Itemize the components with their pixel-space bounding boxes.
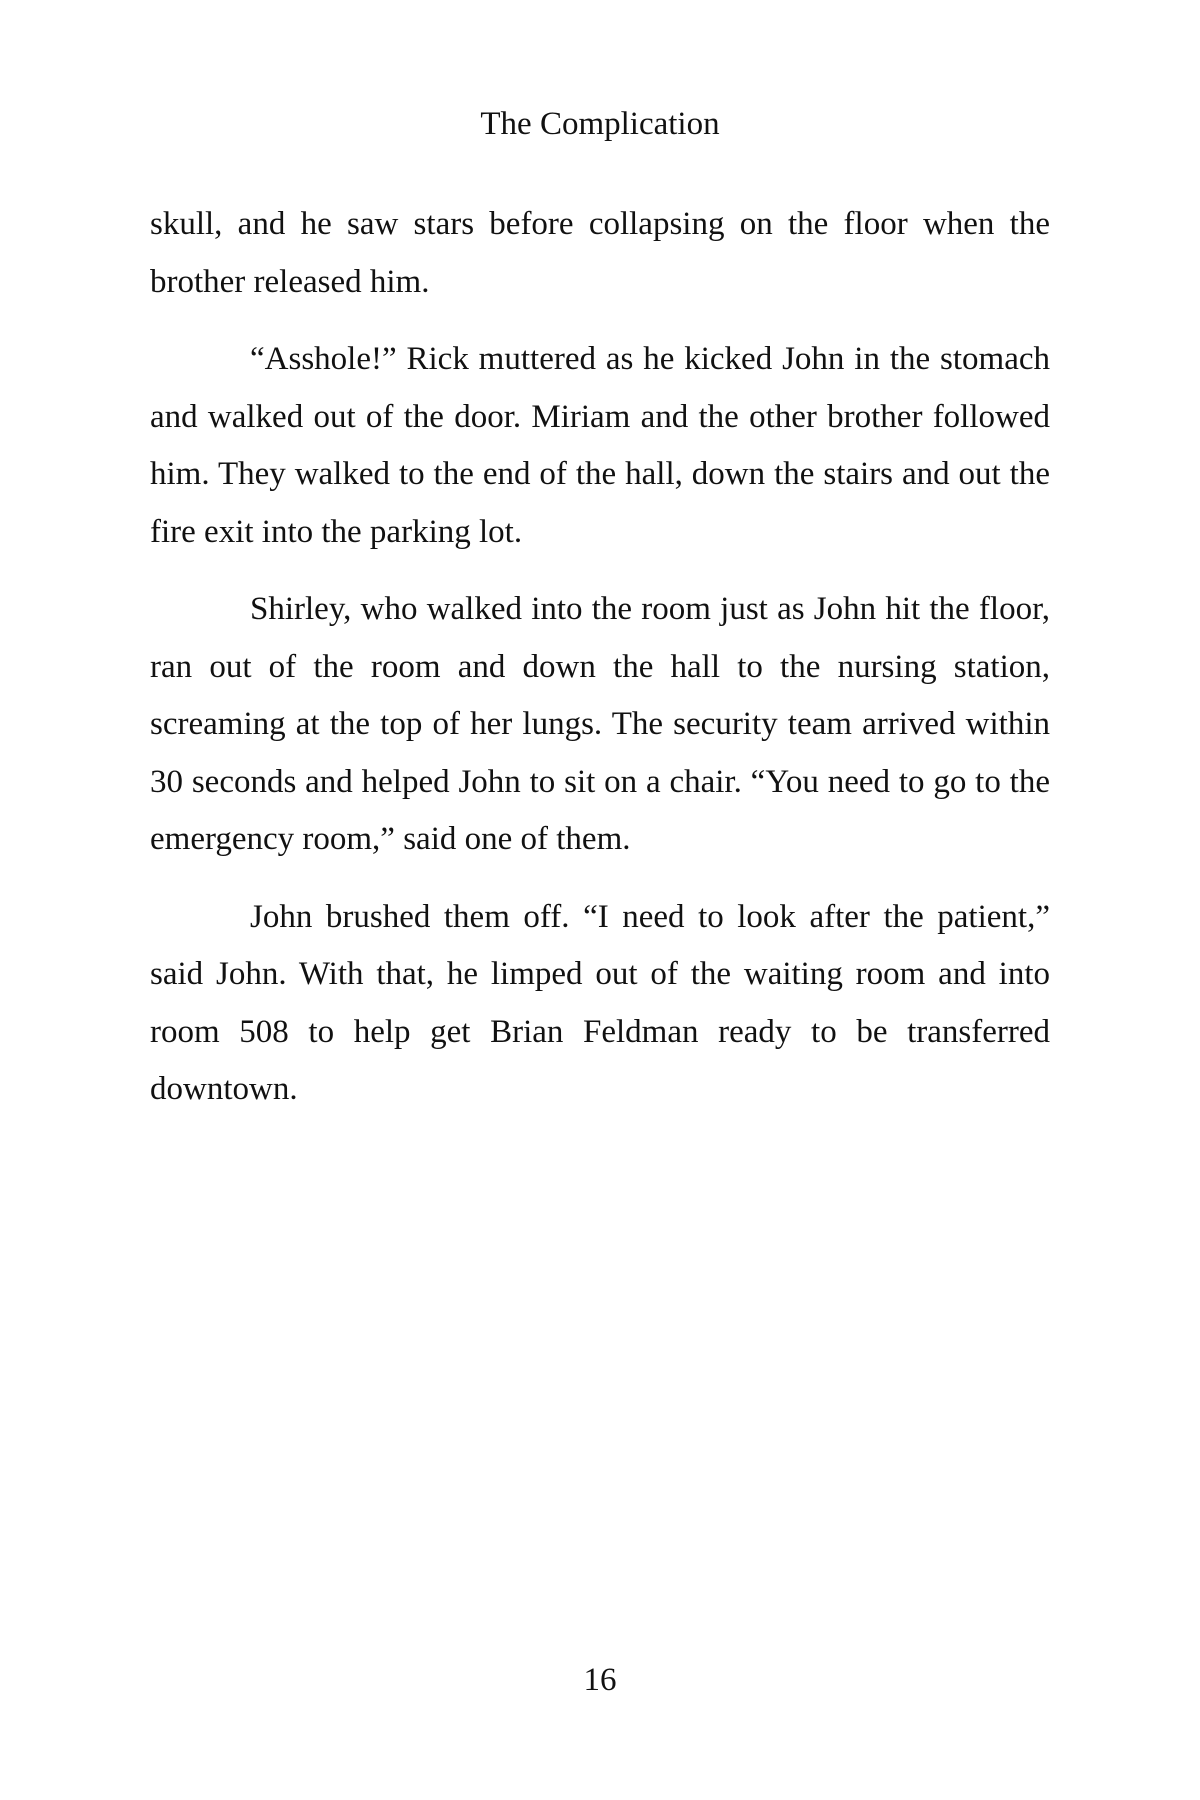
- page-number: 16: [583, 1662, 617, 1698]
- paragraph: Shirley, who walked into the room just as John hit the floor, ran out of the room and down the hall to the nursing station, screaming at the top of her lungs. The security team arrived within 30 seconds and helped John to sit on a chair. “You need to go to the emergency room,” said one of them.: [150, 591, 1050, 857]
- body-text: [150, 196, 1050, 1139]
- running-header-title: The Complication: [480, 106, 720, 142]
- paragraph-continuation: skull, and he saw stars before collapsing on the floor when the brother released him.: [150, 206, 1050, 300]
- paragraph: “Asshole!” Rick muttered as he kicked John in the stomach and walked out of the door. Miriam and the other brother followed him. They walked to the end of the hall, down the stairs and out the fire exit into the parking lot.: [150, 341, 1050, 550]
- paragraph: John brushed them off. “I need to look after the patient,” said John. With that, he limped out of the waiting room and into room 508 to help get Brian Feldman ready to be transferred downtown.: [150, 898, 1050, 1107]
